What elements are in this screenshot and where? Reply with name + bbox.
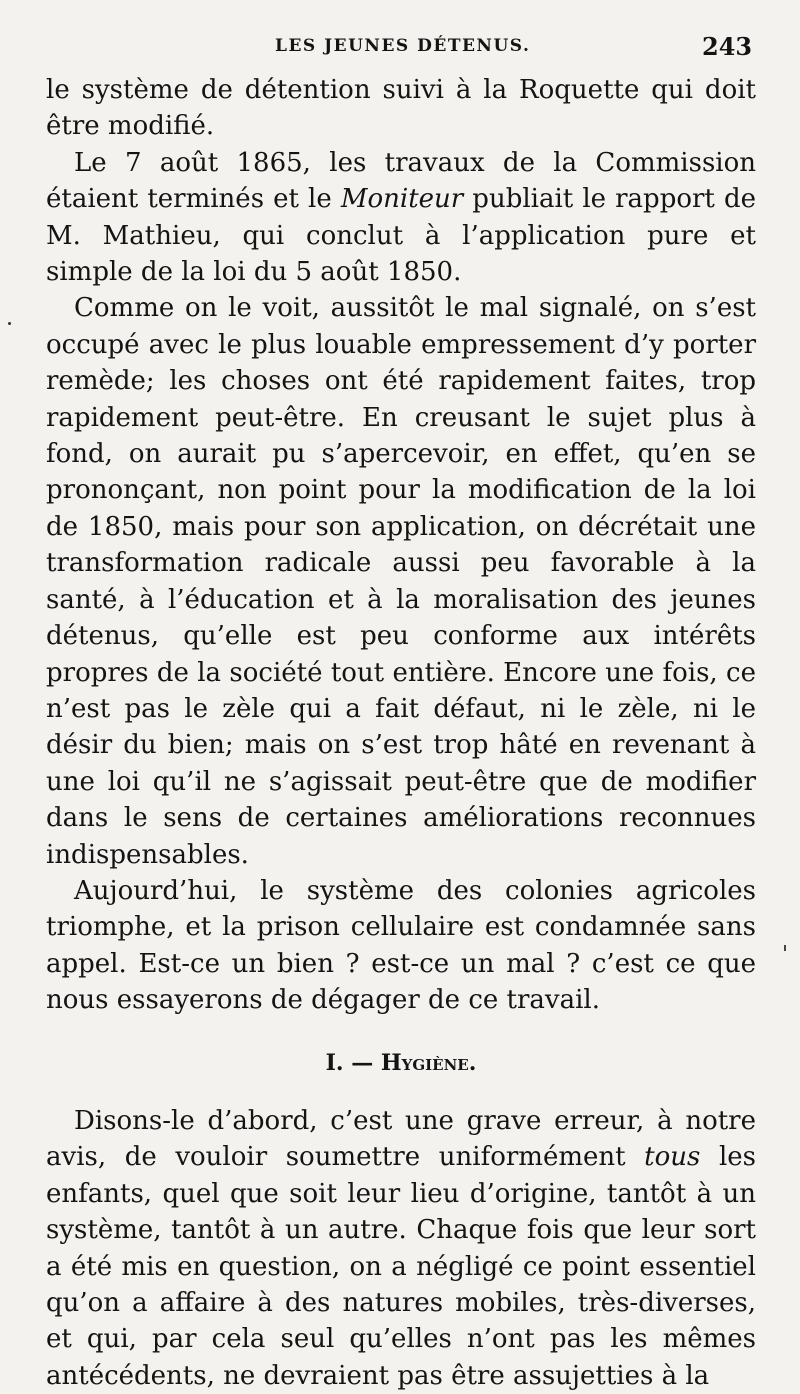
italic-word: tous bbox=[644, 1142, 701, 1173]
paragraph bbox=[46, 145, 756, 291]
body-text bbox=[46, 72, 756, 1394]
paragraph bbox=[46, 1103, 756, 1394]
section-heading: I. — Hygiène. bbox=[325, 1049, 477, 1076]
paragraph: Comme on le voit, aussitôt le mal signalé, on s’est occupé avec le plus louable empressement d’y porter remède; les choses ont été rapidement faites, trop rapidement peut-être. En creusant le sujet plus à fond, on aurait pu s’apercevoir, en effet, qu’en se prononçant, non point pour la modification de la loi de 1850, mais pour son application, on décrétait une transformation radicale aussi peu favorable à la santé, à l’éducation et à la moralisation des jeunes détenus, qu’elle est peu conforme aux intérêts propres de la société tout entière. Encore une fois, ce n’est pas le zèle qui a fait défaut, ni le zèle, ni le désir du bien; mais on s’est trop hâté en revenant à une loi qu’il ne s’agissait peut-être que de modifier dans le sens de certaines améliorations reconnues indispensables. bbox=[46, 293, 756, 870]
paragraph-continuation: le système de détention suivi à la Roquette qui doit être modifié. bbox=[46, 75, 756, 142]
paragraph-text: les enfants, quel que soit leur lieu d’origine, tantôt à un système, tantôt à un autre. Chaque fois que leur sort a été mis en question, on a négligé ce point essentiel qu’on a affaire à des natures mobiles, très-diverses, et qui, par cela seul qu’elles n’ont pas les mêmes antécédents, ne devraient pas être assujetties à la bbox=[46, 1142, 757, 1391]
paragraph: Aujourd’hui, le système des colonies agricoles triomphe, et la prison cellulaire est condamnée sans appel. Est-ce un bien ? est-ce un mal ? c’est ce que nous essayerons de dégager de ce travail. bbox=[46, 875, 756, 1016]
italic-title: Moniteur bbox=[340, 184, 464, 215]
page-number: 243 bbox=[702, 32, 753, 61]
paragraph-text: publiait le rapport de M. Mathieu, qui conclut à l’application pure et simple de la loi du 5 août 1850. bbox=[46, 184, 756, 288]
running-head: LES JEUNES DÉTENUS. bbox=[275, 36, 531, 56]
ink-speck bbox=[8, 322, 11, 325]
paragraph-text: Disons-le d’abord, c’est une grave erreur, à notre avis, de vouloir soumettre uniformément bbox=[46, 1105, 756, 1173]
paragraph-text: Le 7 août 1865, les travaux de la Commission étaient terminés et le bbox=[46, 147, 756, 215]
ink-speck bbox=[784, 945, 786, 951]
page-header bbox=[0, 30, 800, 70]
